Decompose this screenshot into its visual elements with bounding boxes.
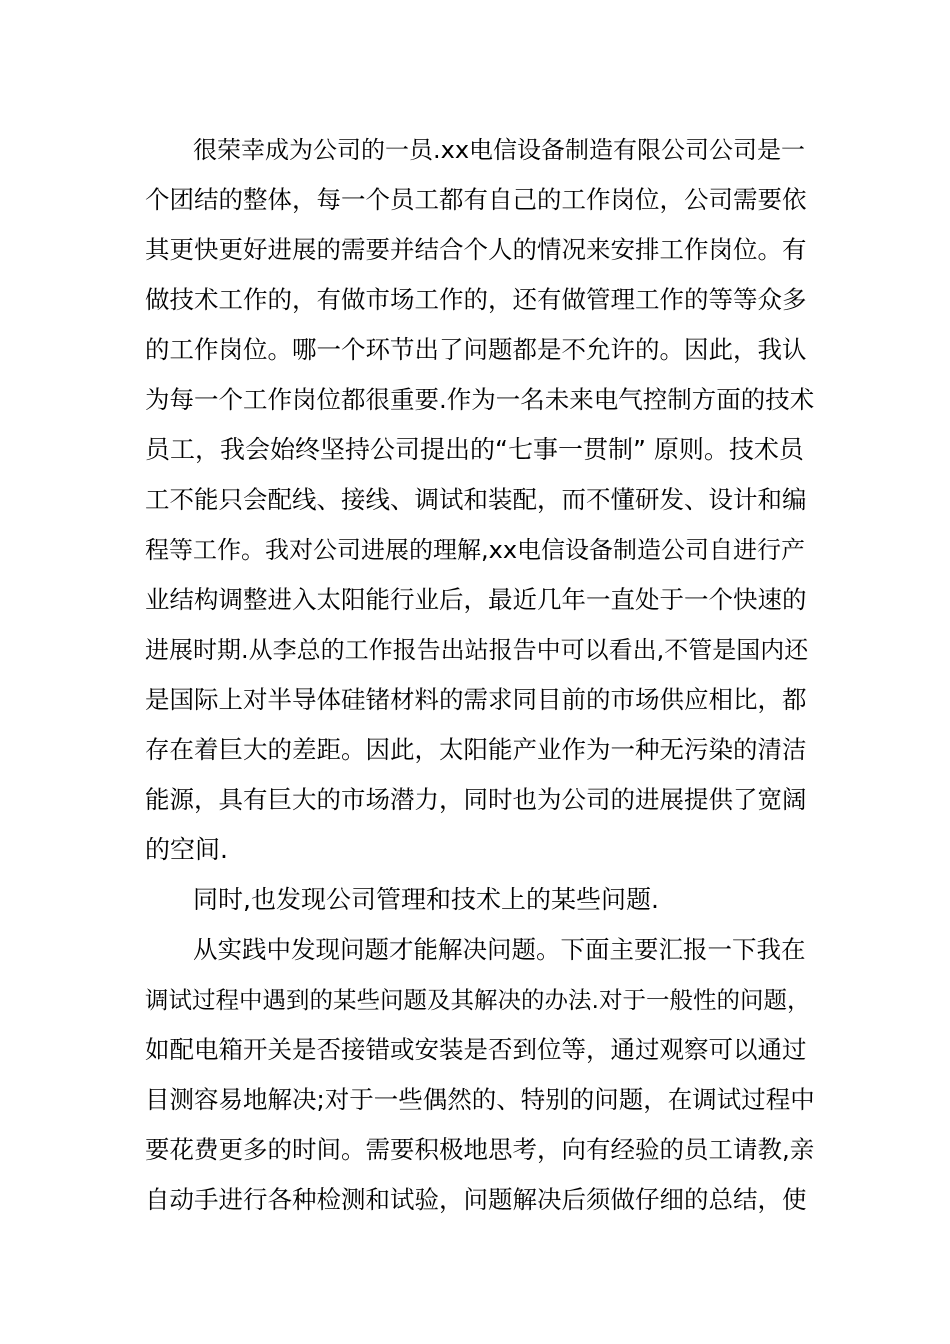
text-line: 要花费更多的时间。需要积极地思考，向有经验的员工请教,亲 bbox=[145, 1135, 815, 1164]
text-line: 个团结的整体，每一个员工都有自己的工作岗位，公司需要依 bbox=[145, 185, 807, 214]
text-line: 如配电箱开关是否接错或安装是否到位等，通过观察可以通过 bbox=[145, 1035, 807, 1064]
text-line: 做技术工作的，有做市场工作的，还有做管理工作的等等众多 bbox=[145, 285, 807, 314]
text-line: 存在着巨大的差距。因此，太阳能产业作为一种无污染的清洁 bbox=[145, 735, 807, 764]
text-line: 其更快更好进展的需要并结合个人的情况来安排工作岗位。有 bbox=[145, 235, 807, 264]
text-line: 能源，具有巨大的市场潜力，同时也为公司的进展提供了宽阔 bbox=[145, 785, 807, 814]
text-line: 业结构调整进入太阳能行业后，最近几年一直处于一个快速的 bbox=[145, 585, 807, 614]
text-line: 进展时期.从李总的工作报告出站报告中可以看出,不管是国内还 bbox=[145, 636, 809, 664]
text-line: 同时,也发现公司管理和技术上的某些问题. bbox=[193, 885, 659, 914]
text-line: 程等工作。我对公司进展的理解,xx电信设备制造公司自进行产 bbox=[145, 536, 806, 564]
text-line: 目测容易地解决;对于一些偶然的、特别的问题，在调试过程中 bbox=[145, 1085, 815, 1114]
text-line: 自动手进行各种检测和试验，问题解决后须做仔细的总结，使 bbox=[145, 1185, 807, 1214]
text-line: 是国际上对半导体硅锗材料的需求同目前的市场供应相比，都 bbox=[145, 685, 807, 714]
text-line: 从实践中发现问题才能解决问题。下面主要汇报一下我在 bbox=[193, 935, 806, 964]
text-line: 员工，我会始终坚持公司提出的“七事一贯制” 原则。技术员 bbox=[145, 435, 804, 464]
text-line: 工不能只会配线、接线、调试和装配，而不懂研发、设计和编 bbox=[145, 485, 807, 514]
text-line: 很荣幸成为公司的一员.xx电信设备制造有限公司公司是一 bbox=[193, 136, 806, 164]
text-line: 为每一个工作岗位都很重要.作为一名未来电气控制方面的技术 bbox=[145, 385, 815, 414]
text-line: 的工作岗位。哪一个环节出了问题都是不允许的。因此，我认 bbox=[145, 335, 807, 364]
text-line: 的空间. bbox=[145, 835, 228, 864]
text-line: 调试过程中遇到的某些问题及其解决的办法.对于一般性的问题， bbox=[145, 986, 811, 1014]
